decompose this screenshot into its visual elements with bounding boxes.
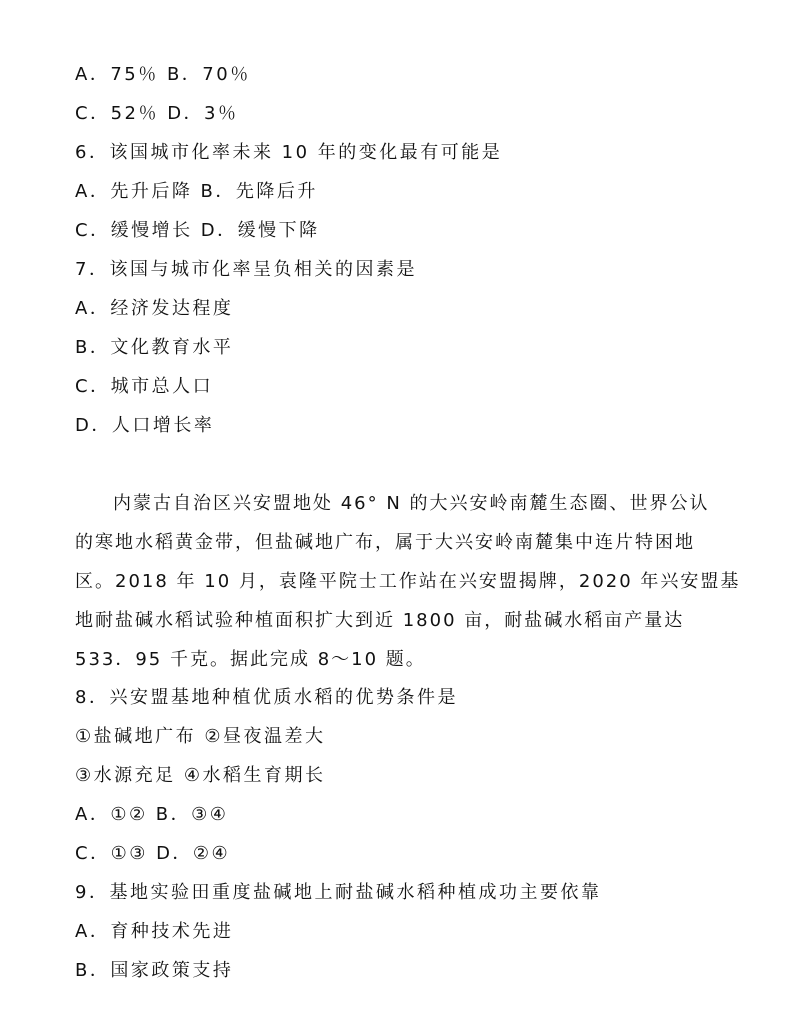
passage-line: 区。2018 年 10 月，袁隆平院士工作站在兴安盟揭牌，2020 年兴安盟基 bbox=[75, 571, 741, 592]
q8-stem: 8．兴安盟基地种植优质水稻的优势条件是 bbox=[75, 687, 458, 708]
q8-statements-12: ①盐碱地广布 ②昼夜温差大 bbox=[75, 726, 326, 747]
reading-passage bbox=[75, 484, 741, 679]
q7-option-d: D．人口增长率 bbox=[75, 415, 215, 436]
q9-stem: 9．基地实验田重度盐碱地上耐盐碱水稻种植成功主要依靠 bbox=[75, 882, 602, 903]
q5-options-ab: A．75％ B．70％ bbox=[75, 64, 251, 85]
q7-stem: 7．该国与城市化率呈负相关的因素是 bbox=[75, 259, 417, 280]
q6-options-cd: C．缓慢增长 D．缓慢下降 bbox=[75, 220, 320, 241]
q5-options-cd: C．52％ D．3％ bbox=[75, 103, 239, 124]
q7-option-a: A．经济发达程度 bbox=[75, 298, 234, 319]
q6-stem: 6．该国城市化率未来 10 年的变化最有可能是 bbox=[75, 142, 503, 163]
passage-line: 内蒙古自治区兴安盟地处 46° N 的大兴安岭南麓生态圈、世界公认 bbox=[113, 493, 710, 514]
q8-options-cd: C．①③ D．②④ bbox=[75, 843, 231, 864]
q8-options-ab: A．①② B．③④ bbox=[75, 804, 229, 825]
q6-options-ab: A．先升后降 B．先降后升 bbox=[75, 181, 318, 202]
q9-option-b: B．国家政策支持 bbox=[75, 960, 234, 981]
q8-statements-34: ③水源充足 ④水稻生育期长 bbox=[75, 765, 326, 786]
q7-option-b: B．文化教育水平 bbox=[75, 337, 234, 358]
q7-option-c: C．城市总人口 bbox=[75, 376, 214, 397]
passage-line: 的寒地水稻黄金带，但盐碱地广布，属于大兴安岭南麓集中连片特困地 bbox=[75, 532, 695, 553]
passage-line: 533．95 千克。据此完成 8～10 题。 bbox=[75, 649, 426, 670]
q9-option-a: A．育种技术先进 bbox=[75, 921, 234, 942]
passage-line: 地耐盐碱水稻试验种植面积扩大到近 1800 亩，耐盐碱水稻亩产量达 bbox=[75, 610, 685, 631]
